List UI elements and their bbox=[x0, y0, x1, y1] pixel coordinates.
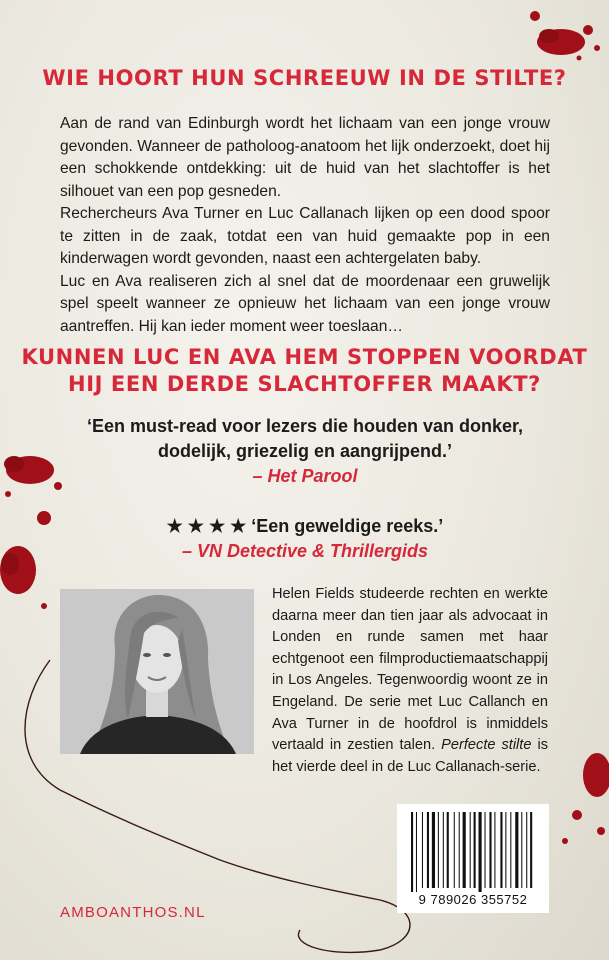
isbn-number: 9 789026 355752 bbox=[418, 892, 528, 907]
quote-1-source: – Het Parool bbox=[252, 466, 358, 486]
author-bio-text-end: is het vierde deel in de Luc Callanach-serie. bbox=[272, 737, 549, 775]
headline-2-line-2: HIJ EEN DERDE SLACHTOFFER MAAKT? bbox=[68, 372, 541, 396]
quote-1-line-2: dodelijk, griezelig en aangrijpend.’ bbox=[157, 441, 453, 461]
review-quote-1 bbox=[60, 414, 550, 489]
headline-2-line-1: KUNNEN LUC EN AVA HEM STOPPEN VOORDAT bbox=[21, 345, 588, 369]
quote-2-source: – VN Detective & Thrillergids bbox=[181, 541, 429, 561]
quote-2-text: ★ ★ ★ ★ ‘Een geweldige reeks.’ bbox=[166, 516, 444, 536]
review-quote-2 bbox=[60, 514, 550, 564]
blurb-paragraph-2: Rechercheurs Ava Turner en Luc Callanach lijken op een dood spoor te zitten in de zaak, totdat een van huid gemaakte pop in een kinderwagen wordt gevonden, naast een achtergelaten baby. bbox=[60, 205, 550, 267]
headline-question-2 bbox=[0, 344, 609, 398]
blurb-text bbox=[60, 113, 550, 338]
blurb-paragraph-1: Aan de rand van Edinburgh wordt het lichaam van een jonge vrouw gevonden. Wanneer de patholoog-anatoom het lijk onderzoekt, doet hij een schokkende ontdekking: uit de huid van het slachtoffer is het silhouet van een pop gesneden. bbox=[60, 115, 550, 200]
barcode-bars bbox=[397, 804, 549, 892]
author-photo bbox=[60, 589, 254, 754]
headline-question: WIE HOORT HUN SCHREEUW IN DE STILTE? bbox=[42, 66, 567, 90]
author-bio-text: Helen Fields studeerde rechten en werkte daarna meer dan tien jaar als advocaat in Londen en runde samen met haar echtgenoot een filmproductiemaatschappij in Los Angeles. Tegenwoordig woont ze in Engeland. De serie met Luc Callanch en Ava Turner in de hoofdrol is inmiddels vertaald in zestien talen. bbox=[272, 586, 548, 754]
publisher-website[interactable]: AMBOANTHOS.NL bbox=[60, 904, 206, 921]
blurb-paragraph-3: Luc en Ava realiseren zich al snel dat de moordenaar een gruwelijk spel speelt wanneer ze opnieuw het lichaam van een jonge vrouw aantreffen. Hij kan ieder moment weer toeslaan… bbox=[60, 272, 550, 335]
quote-1-line-1: ‘Een must-read voor lezers die houden van donker, bbox=[86, 416, 524, 436]
author-bio bbox=[272, 584, 548, 778]
author-bio-book-title: Perfecte stilte bbox=[441, 737, 532, 754]
isbn-barcode bbox=[397, 804, 549, 913]
